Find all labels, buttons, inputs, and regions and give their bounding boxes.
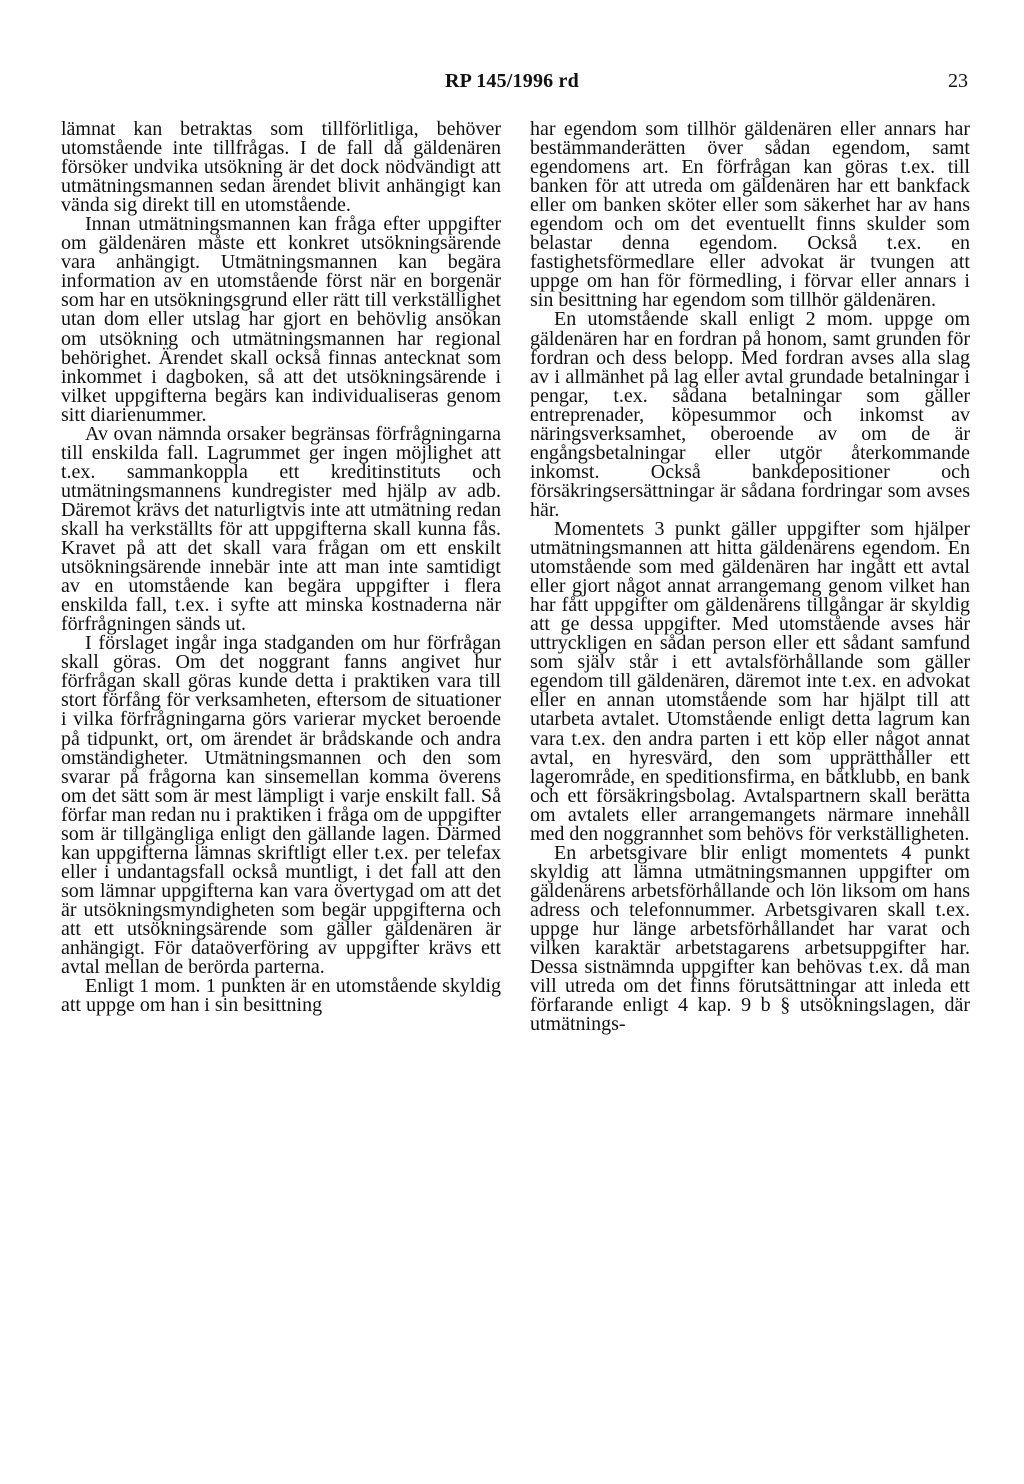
document-title: RP 145/1996 rd xyxy=(445,70,579,92)
paragraph: Enligt 1 mom. 1 punkten är en utomstående skyldig att uppge om han i sin besittning xyxy=(61,975,501,1017)
paragraph: I förslaget ingår inga stadganden om hur förfrågan skall göras. Om det noggrant fanns angivet hur förfrågan skall göras kunde detta i praktiken vara till stort förfång för verksamheten, eftersom de situationer i vilka förfrågningarna görs varierar mycket beroende på tidpunkt, ort, om ärendet är brådskande och andra omständigheter. Utmätningsmannen och den som svarar på frågorna kan sinsemellan komma överens om det sätt som är mest lämpligt i varje enskilt fall. Så förfar man redan nu i praktiken i fråga om de uppgifter som är tillgängliga enligt den gällande lagen. Därmed kan uppgifterna lämnas skriftligt eller t.ex. per telefax eller i undantagsfall också muntligt, i det fall att den som lämnar uppgifterna kan vara övertygad om att det är utsökningsmyndigheten som begär uppgifterna och att ett utsökningsärende som gäller gäldenären är anhängigt. För dataöverföring av uppgifter krävs ett avtal mellan de berörda parterna. xyxy=(61,632,501,979)
paragraph: har egendom som tillhör gäldenären eller annars har bestämmanderätten över sådan egendom, samt egendomens art. En förfrågan kan göras t.ex. till banken för att utreda om gäldenären har ett bankfack eller om banken sköter eller som säkerhet har av hans egendom och om det eventuellt finns skulder som belastar denna egendom. Också t.ex. en fastighetsförmedlare eller advokat är tvungen att uppge om han för förmedling, i förvar eller annars i sin besittning har egendom som tillhör gäldenären. xyxy=(530,118,970,312)
paragraph: Av ovan nämnda orsaker begränsas förfrågningarna till enskilda fall. Lagrummet ger ingen möjlighet att t.ex. sammankoppla ett kreditinstituts och utmätningsmannens kundregister med hjälp av adb. Däremot krävs det naturligtvis inte att utmätning redan skall ha verkställts för att uppgifterna skall kunna fås. Kravet på att det skall vara frågan om ett enskilt utsökningsärende innebär inte att man inte samtidigt av en utomstående kan begära uppgifter i flera enskilda fall, t.ex. i syfte att minska kostnaderna när förfrågningen sänds ut. xyxy=(61,422,501,636)
paragraph: En arbetsgivare blir enligt momentets 4 punkt skyldig att lämna utmätningsmannen uppgifter om gäldenärens arbetsförhållande och lön liksom om hans adress och telefonnummer. Arbetsgivaren skall t.ex. uppge hur länge arbetsförhållandet har varat och vilken karaktär arbetstagarens arbetsuppgifter har. Dessa sistnämnda uppgifter kan behövas t.ex. då man vill utreda om det finns förutsättningar att inleda ett förfarande enligt 4 kap. 9 b § utsökningslagen, där utmätnings- xyxy=(530,841,970,1036)
page-header xyxy=(0,70,1024,100)
left-column xyxy=(61,120,501,1015)
paragraph: Innan utmätningsmannen kan fråga efter uppgifter om gäldenären måste ett konkret utsökningsärende vara anhängigt. Utmätningsmannen kan begära information av en utomstående först när en borgenär som har en utsökningsgrund eller rätt till verkställighet utan dom eller utslag har gjort en behövlig ansökan om utsökning och utmätningsmannen har regional behörighet. Ärendet skall också finnas antecknat som inkommet i dagboken, så att det utsökningsärende i vilket uppgifterna begärs kan individualiseras genom sitt diarienummer. xyxy=(61,213,501,426)
paragraph: lämnat kan betraktas som tillförlitliga, behöver utomstående inte tillfrågas. I de fall då gäldenären försöker undvika utsökning är det dock nödvändigt att utmätningsmannen sedan ärendet blivit anhängigt kan vända sig direkt till en utomstående. xyxy=(61,118,501,217)
paragraph: En utomstående skall enligt 2 mom. uppge om gäldenären har en fordran på honom, samt grunden för fordran och dess belopp. Med fordran avses alla slag av i allmänhet på lag eller avtal grundade betalningar i pengar, t.ex. sådana betalningar som gäller entreprenader, köpesummor och inkomst av näringsverksamhet, oberoende av om de är engångsbetalningar eller utgör återkommande inkomst. Också bankdepositioner och försäkringsersättningar är sådana fordringar som avses här. xyxy=(530,308,970,521)
paragraph: Momentets 3 punkt gäller uppgifter som hjälper utmätningsmannen att hitta gäldenärens egendom. En utomstående som med gäldenären har ingått ett avtal eller gjort något annat arrangemang genom vilket han har fått uppgifter om gäldenärens tillgångar är skyldig att ge dessa uppgifter. Med utomstående avses här uttryckligen en sådan person eller ett sådant samfund som själv står i ett avtalsförhållande som gäller egendom till gäldenären, däremot inte t.ex. en advokat eller en annan utomstående som har hjälpt till att utarbeta avtalet. Utomstående enligt detta lagrum kan vara t.ex. den andra parten i ett köp eller något annat avtal, en hyresvärd, den som upprätthåller ett lagerområde, en speditionsfirma, en båtklubb, en bank och ett försäkringsbolag. Avtalspartnern skall berätta om avtalets eller arrangemangets närmare innehåll med den noggrannhet som behövs för verkställigheten. xyxy=(530,517,970,845)
page-number: 23 xyxy=(948,70,968,92)
right-column xyxy=(530,120,970,1034)
